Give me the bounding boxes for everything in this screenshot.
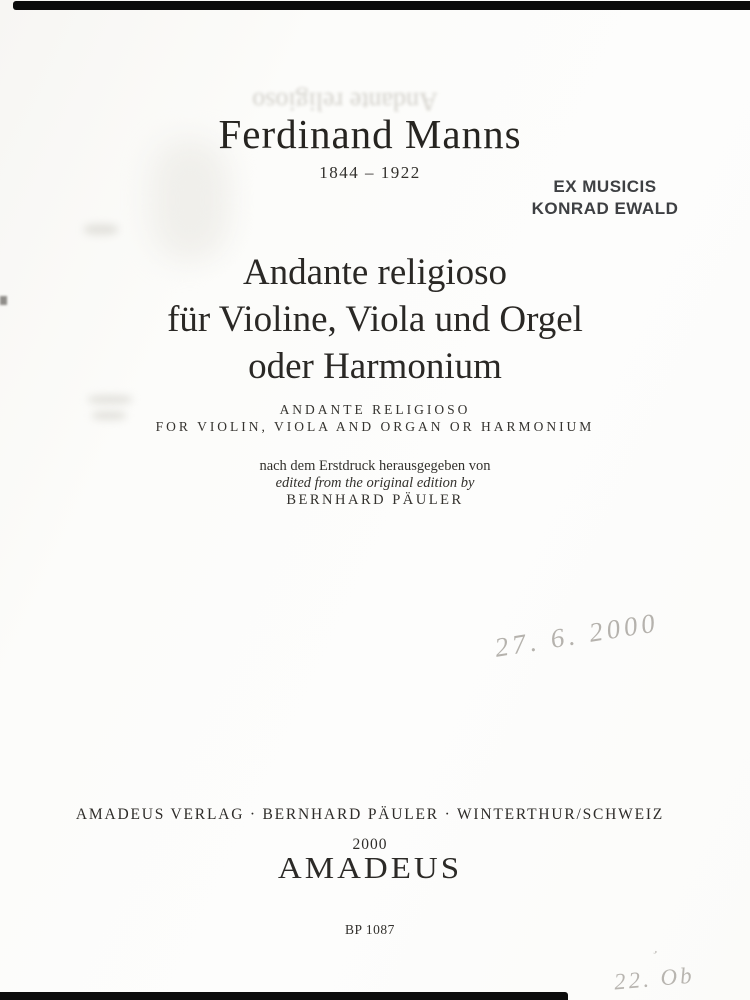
showthrough-smudge [84,224,118,235]
work-title-german [0,249,750,390]
scan-edge-top [13,1,750,10]
title-line-2: für Violine, Viola und Orgel [167,299,583,340]
publication-year: 2000 [352,836,388,853]
composer-dates: 1844 – 1922 [319,163,421,182]
editor-credit [0,458,750,509]
handwritten-catalog-note: 22. Ob [613,962,696,995]
stamp-line-owner-name: KONRAD EWALD [531,199,679,218]
ownership-stamp [520,176,690,220]
composer-name: Ferdinand Manns [218,111,522,157]
editor-name: BERNHARD PÄULER [286,492,464,508]
stamp-line-ex-musicis: EX MUSICIS [553,177,657,196]
title-caps-line-1: ANDANTE RELIGIOSO [279,402,471,417]
handwritten-date: 27. 6. 2000 [492,607,661,663]
plate-number: BP 1087 [345,922,395,937]
scan-edge-bottom [0,992,568,1000]
publisher-imprint: AMADEUS VERLAG · BERNHARD PÄULER · WINTERTHUR/SCHWEIZ [75,806,665,823]
title-line-3: oder Harmonium [248,346,502,387]
showthrough-smudge [150,140,230,260]
title-caps-line-2: FOR VIOLIN, VIOLA AND ORGAN OR HARMONIUM [155,419,595,434]
editor-credit-english: edited from the original edition by [275,474,475,491]
work-title-english [0,401,750,435]
editor-credit-german: nach dem Erstdruck herausgegeben von [259,458,491,474]
amadeus-logo: AMADEUS [277,852,463,886]
showthrough-mirrored-title: Andante religioso [252,87,438,116]
title-line-1: Andante religioso [242,252,508,293]
pencil-tick-mark: ’ [646,948,660,963]
